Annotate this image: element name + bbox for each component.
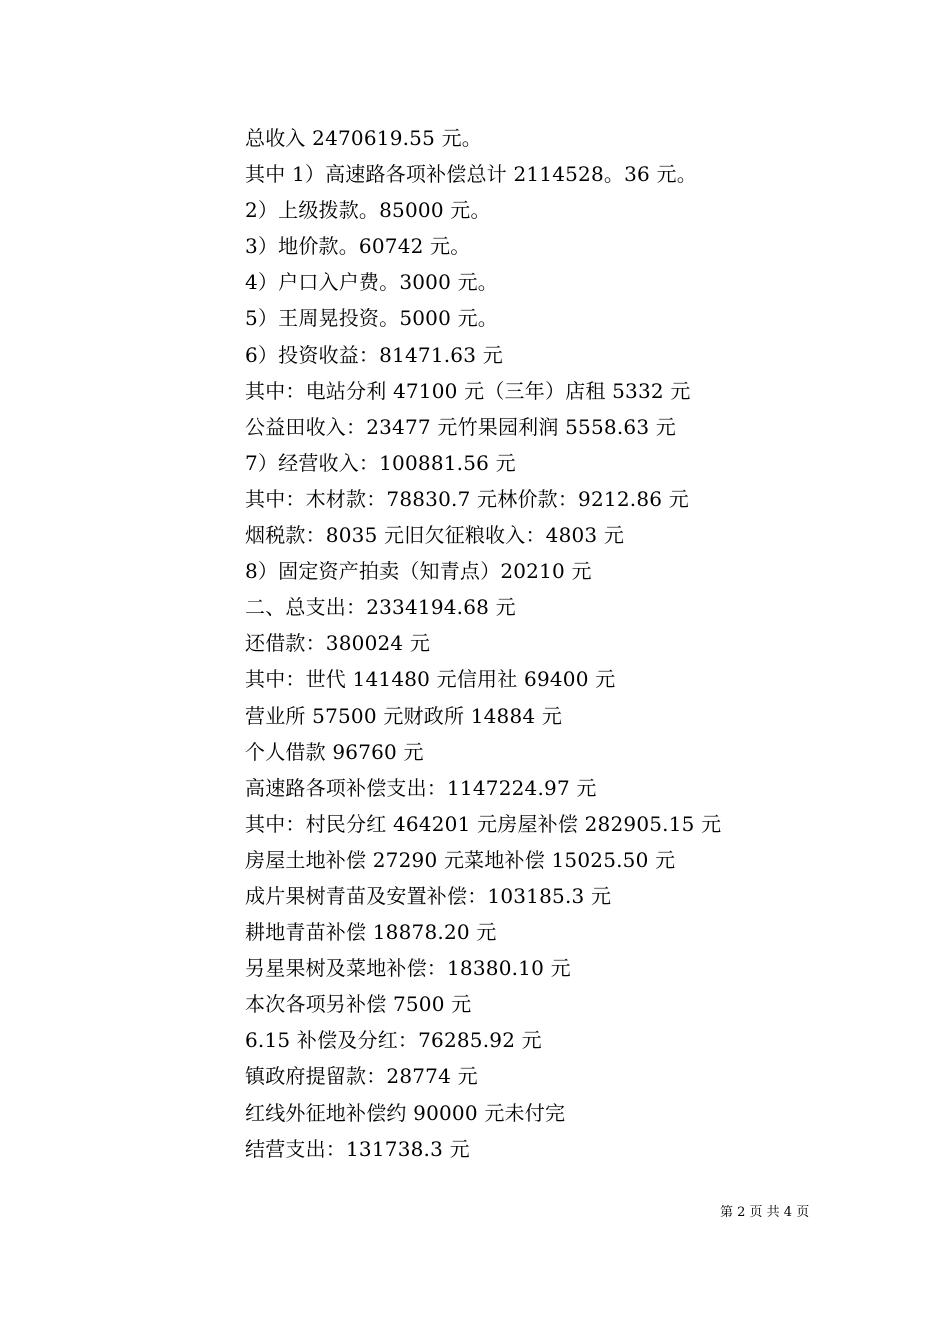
text-line: 房屋土地补偿 27290 元菜地补偿 15025.50 元: [245, 847, 676, 872]
text-line: 5）王周晃投资。5000 元。: [245, 306, 498, 331]
text-line: 高速路各项补偿支出：1147224.97 元: [245, 775, 597, 800]
text-line: 4）户口入户费。3000 元。: [245, 270, 498, 295]
text-line: 镇政府提留款：28774 元: [245, 1064, 478, 1089]
text-line: 耕地青苗补偿 18878.20 元: [245, 920, 497, 945]
text-line: 个人借款 96760 元: [245, 739, 424, 764]
text-line: 成片果树青苗及安置补偿：103185.3 元: [245, 883, 612, 908]
text-line: 其中：电站分利 47100 元（三年）店租 5332 元: [245, 378, 691, 403]
text-line: 总收入 2470619.55 元。: [245, 126, 482, 150]
text-line: 3）地价款。60742 元。: [245, 234, 471, 259]
text-line: 其中 1）高速路各项补偿总计 2114528。36 元。: [245, 162, 697, 187]
text-line: 烟税款：8035 元旧欠征粮收入：4803 元: [245, 523, 625, 548]
text-line: 公益田收入：23477 元竹果园利润 5558.63 元: [245, 414, 677, 439]
text-line: 红线外征地补偿约 90000 元未付完: [245, 1100, 566, 1125]
text-line: 本次各项另补偿 7500 元: [245, 992, 472, 1017]
text-line: 其中：木材款：78830.7 元林价款：9212.86 元: [245, 486, 689, 511]
text-line: 结营支出：131738.3 元: [245, 1136, 470, 1161]
text-line: 还借款：380024 元: [245, 631, 431, 656]
page-number: 第 2 页 共 4 页: [720, 1205, 810, 1220]
text-line: 7）经营收入：100881.56 元: [245, 450, 516, 475]
document-body: [245, 120, 805, 1167]
text-line: 其中：世代 141480 元信用社 69400 元: [245, 667, 616, 692]
text-line: 2）上级拨款。85000 元。: [245, 198, 491, 223]
text-line: 6）投资收益：81471.63 元: [245, 342, 503, 367]
text-line: 另星果树及菜地补偿：18380.10 元: [245, 956, 571, 981]
text-line: 8）固定资产拍卖（知青点）20210 元: [245, 559, 592, 584]
text-line: 其中：村民分红 464201 元房屋补偿 282905.15 元: [245, 811, 722, 836]
text-line: 营业所 57500 元财政所 14884 元: [245, 703, 563, 728]
text-line: 6.15 补偿及分红：76285.92 元: [245, 1028, 542, 1053]
text-line: 二、总支出：2334194.68 元: [245, 595, 516, 620]
